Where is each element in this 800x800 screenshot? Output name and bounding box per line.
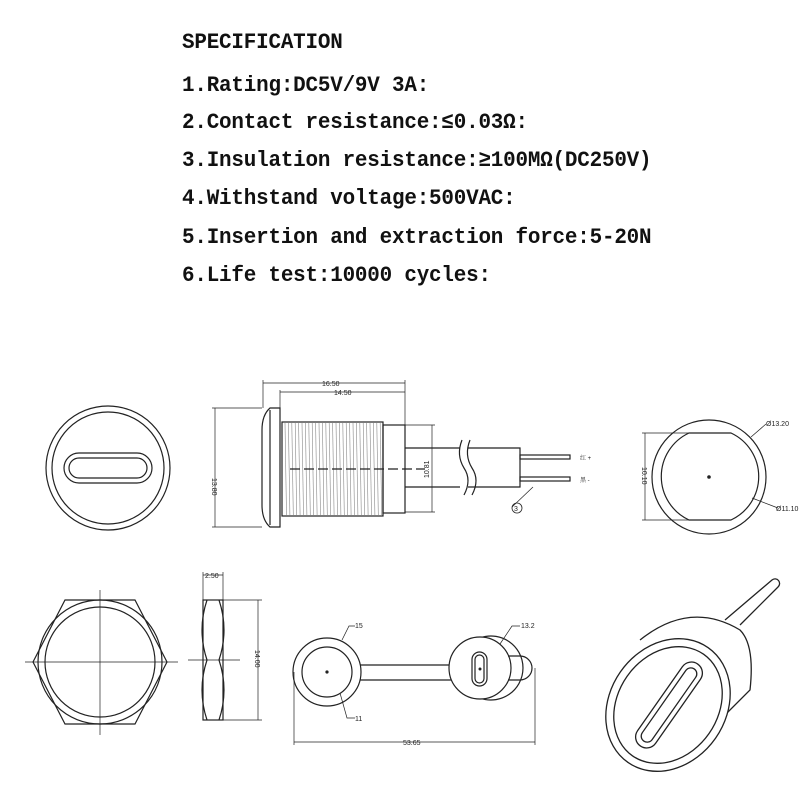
dim-nut-thickness: 2.50	[205, 573, 219, 580]
front-view	[46, 406, 170, 530]
dim-nut-height: 14.00	[253, 650, 260, 668]
spec-item-insertion-force: 5.Insertion and extraction force:5-20N	[182, 225, 652, 250]
dim-cap-inner: 11	[355, 716, 363, 723]
dim-flange-height: 13.80	[210, 478, 217, 496]
dust-cap-view	[293, 626, 535, 745]
dim-cap-ring: 13.2	[521, 623, 535, 630]
isometric-view	[580, 579, 779, 796]
hex-nut-front-view	[25, 590, 178, 735]
spec-title: SPECIFICATION	[182, 30, 343, 55]
dim-thread-length: 14.50	[334, 390, 352, 397]
panel-cutout-view	[642, 420, 778, 534]
dim-cap-outer: 15	[355, 623, 363, 630]
dim-thread-diameter: 10.81	[424, 460, 431, 478]
spec-item-insulation-resistance: 3.Insulation resistance:≥100MΩ(DC250V)	[182, 148, 652, 173]
hex-nut-side-view	[188, 572, 262, 720]
wire-label-black: 黑 -	[580, 478, 590, 484]
dim-flat-height: 10.10	[640, 467, 647, 485]
spec-item-rating: 1.Rating:DC5V/9V 3A:	[182, 73, 430, 98]
wire-label-red: 红 +	[580, 456, 592, 462]
dim-outer-diameter: Ø13.20	[766, 421, 789, 428]
spec-item-withstand-voltage: 4.Withstand voltage:500VAC:	[182, 186, 516, 211]
dim-cap-length: 53.65	[403, 740, 421, 747]
spec-item-contact-resistance: 2.Contact resistance:≤0.03Ω:	[182, 110, 528, 135]
callout-number: 3	[514, 506, 518, 513]
spec-item-life-test: 6.Life test:10000 cycles:	[182, 263, 491, 288]
side-view	[212, 380, 570, 527]
dim-inner-diameter: Ø11.10	[776, 506, 799, 513]
dim-overall-length: 16.50	[322, 381, 340, 388]
